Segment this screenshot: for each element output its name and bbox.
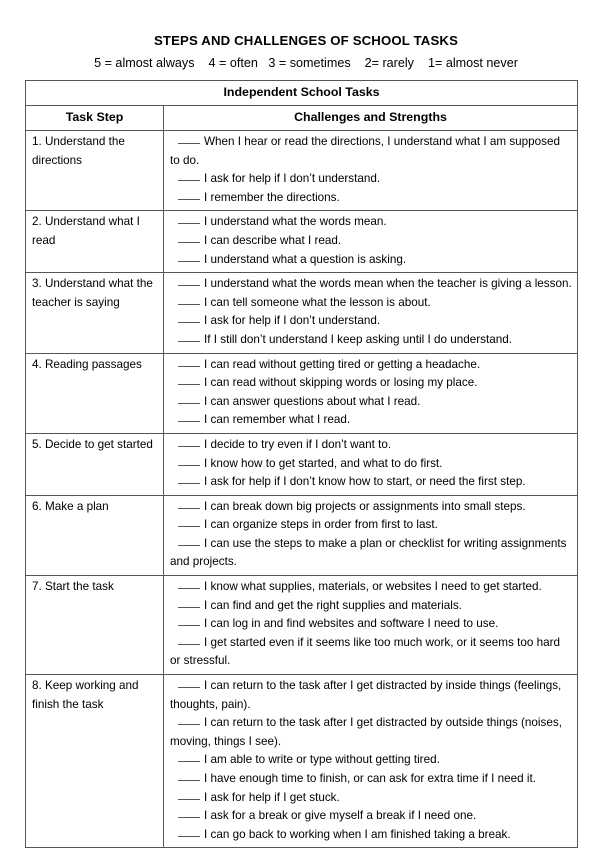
challenge-item [170,826,573,845]
table-body [26,81,578,131]
challenge-item-text: I understand what a question is asking. [204,252,407,266]
challenge-item-text: I can answer questions about what I read. [204,394,421,408]
challenge-item-text: I understand what the words mean. [204,215,387,229]
challenge-item-text: I can return to the task after I get distracted by inside things (feelings, thoughts, pain). [170,679,562,711]
challenge-item [170,714,573,751]
challenge-item [170,331,573,350]
challenge-item [170,535,573,572]
challenge-item-text: I ask for help if I don’t know how to start, or need the first step. [204,475,526,489]
table-row [26,495,578,575]
challenge-item [170,312,573,331]
challenge-item [170,133,573,170]
table-row [26,576,578,675]
challenges-cell [164,131,578,211]
challenge-item-text: I can read without getting tired or getting a headache. [204,357,481,371]
challenge-item-text: I can log in and find websites and software I need to use. [204,617,499,631]
task-step-cell: 3. Understand what the teacher is saying [26,273,164,353]
challenge-item [170,411,573,430]
challenge-item [170,807,573,826]
rating-blank-input[interactable] [178,304,200,305]
challenge-item [170,251,573,270]
table-row [26,131,578,211]
rating-scale-legend: 5 = almost always 4 = often 3 = sometimes 2= rarely 1= almost never [94,56,518,70]
challenge-item-text: I can break down big projects or assignments into small steps. [204,499,526,513]
column-header-task-step: Task Step [26,106,164,131]
challenge-item-text: I remember the directions. [204,190,340,204]
rating-blank-input[interactable] [178,836,200,837]
challenge-item-text: I can remember what I read. [204,413,351,427]
challenge-item-text: I can go back to working when I am finished taking a break. [204,827,511,841]
rating-blank-input[interactable] [178,588,200,589]
rating-blank-input[interactable] [178,403,200,404]
rating-blank-input[interactable] [178,687,200,688]
column-header-challenges: Challenges and Strengths [164,106,578,131]
challenge-item [170,455,573,474]
challenge-item-text: I know what supplies, materials, or websites I need to get started. [204,580,542,594]
rating-blank-input[interactable] [178,446,200,447]
challenge-item-text: I know how to get started, and what to do first. [204,456,443,470]
challenges-cell [164,433,578,495]
challenge-item [170,578,573,597]
challenge-item-text: I can find and get the right supplies and materials. [204,598,462,612]
task-step-cell: 6. Make a plan [26,495,164,575]
table-row [26,353,578,433]
challenge-item-text: I get started even if it seems like too much work, or it seems too hard or stressful. [170,635,560,668]
table-rows-container [26,131,578,848]
rating-blank-input[interactable] [178,285,200,286]
challenge-item [170,770,573,789]
challenge-item-text: I decide to try even if I don’t want to. [204,437,392,451]
rating-blank-input[interactable] [178,526,200,527]
challenge-item-text: I ask for help if I don’t understand. [204,314,381,328]
challenge-item-text: I am able to write or type without getting tired. [204,753,440,767]
challenge-item [170,294,573,313]
rating-blank-input[interactable] [178,761,200,762]
challenge-item [170,374,573,393]
rating-blank-input[interactable] [178,143,200,144]
challenges-cell [164,675,578,848]
challenge-item-text: I can tell someone what the lesson is about. [204,295,431,309]
rating-blank-input[interactable] [178,508,200,509]
rating-blank-input[interactable] [178,384,200,385]
challenge-item-text: I can describe what I read. [204,233,342,247]
table-banner-row [26,81,578,106]
challenge-item [170,634,573,671]
page-title: STEPS AND CHALLENGES OF SCHOOL TASKS [153,33,459,48]
rating-blank-input[interactable] [178,261,200,262]
challenge-item [170,597,573,616]
challenges-cell [164,495,578,575]
challenge-item-text: I can return to the task after I get distracted by outside things (noises, moving, things I see). [170,716,562,748]
challenge-item-text: I understand what the words mean when the teacher is giving a lesson. [204,277,572,291]
task-step-cell: 1. Understand the directions [26,131,164,211]
challenges-cell [164,576,578,675]
rating-blank-input[interactable] [178,644,200,645]
task-step-cell: 5. Decide to get started [26,433,164,495]
challenge-item [170,393,573,412]
challenge-item [170,473,573,492]
challenge-item [170,275,573,294]
rating-blank-input[interactable] [178,366,200,367]
rating-blank-input[interactable] [178,607,200,608]
challenge-item-text: I ask for help if I don’t understand. [204,172,381,186]
rating-blank-input[interactable] [178,199,200,200]
rating-blank-input[interactable] [178,545,200,546]
challenge-item [170,189,573,208]
challenge-item [170,498,573,517]
challenge-item-text: I ask for help if I get stuck. [204,790,340,804]
rating-blank-input[interactable] [178,799,200,800]
rating-blank-input[interactable] [178,223,200,224]
task-step-cell: 4. Reading passages [26,353,164,433]
rating-blank-input[interactable] [178,322,200,323]
task-step-cell: 2. Understand what I read [26,211,164,273]
table-row [26,675,578,848]
challenge-item-text: If I still don’t understand I keep asking until I do understand. [204,332,512,346]
challenge-item [170,615,573,634]
rating-blank-input[interactable] [178,421,200,422]
rating-blank-input[interactable] [178,465,200,466]
rating-blank-input[interactable] [178,817,200,818]
challenge-item-text: I can use the steps to make a plan or checklist for writing assignments and projects. [170,536,567,569]
table-banner-title: Independent School Tasks [26,81,578,106]
table-header-row [26,106,578,131]
table-row [26,433,578,495]
rating-blank-input[interactable] [178,242,200,243]
challenge-item [170,170,573,189]
school-tasks-table [25,80,578,848]
rating-blank-input[interactable] [178,780,200,781]
challenges-cell [164,211,578,273]
challenge-item [170,677,573,714]
table-row [26,273,578,353]
challenge-item [170,789,573,808]
task-step-cell: 7. Start the task [26,576,164,675]
challenge-item [170,213,573,232]
challenge-item [170,356,573,375]
rating-blank-input[interactable] [178,180,200,181]
table-row [26,211,578,273]
challenge-item-text: I ask for a break or give myself a break if I need one. [204,809,477,823]
challenge-item-text: I can read without skipping words or losing my place. [204,376,478,390]
challenge-item-text: I can organize steps in order from first to last. [204,518,438,532]
challenge-item [170,751,573,770]
rating-blank-input[interactable] [178,724,200,725]
challenge-item-text: I have enough time to finish, or can ask for extra time if I need it. [204,772,536,785]
task-step-cell: 8. Keep working and finish the task [26,675,164,848]
rating-blank-input[interactable] [178,341,200,342]
challenge-item [170,436,573,455]
challenge-item [170,516,573,535]
rating-blank-input[interactable] [178,625,200,626]
rating-blank-input[interactable] [178,483,200,484]
challenge-item-text: When I hear or read the directions, I understand what I am supposed to do. [170,135,561,167]
challenges-cell [164,353,578,433]
challenge-item [170,232,573,251]
challenges-cell [164,273,578,353]
